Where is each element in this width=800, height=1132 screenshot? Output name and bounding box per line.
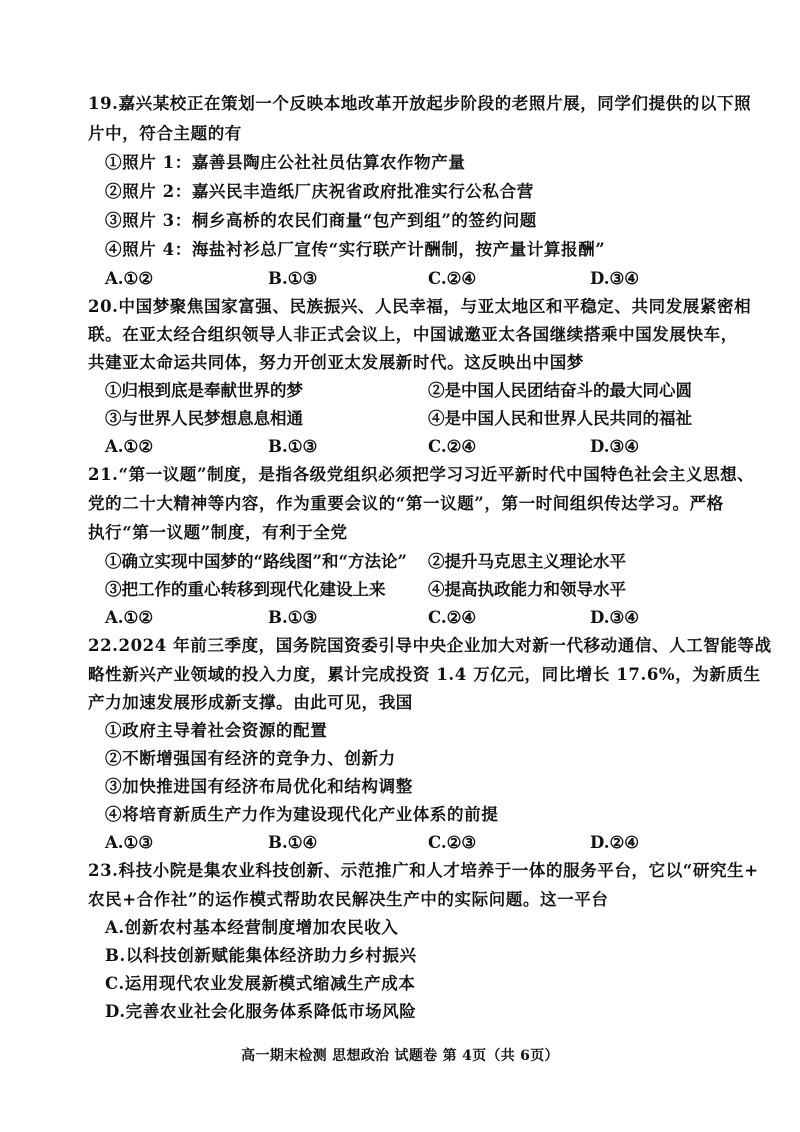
- choice-b[interactable]: B.①③: [268, 608, 318, 627]
- choice-a[interactable]: A.①③: [105, 833, 154, 852]
- statement-item: ①照片 1：嘉善县陶庄公社社员估算农作物产量: [105, 153, 466, 172]
- choice-b[interactable]: B.①④: [268, 833, 318, 852]
- statement-item: ③加快推进国有经济布局优化和结构调整: [105, 777, 413, 796]
- question-stem-line: 联。在亚太经合组织领导人非正式会议上，中国诚邀亚太各国继续搭乘中国发展快车，: [88, 325, 738, 344]
- statement-item: ④提高执政能力和领导水平: [428, 580, 626, 599]
- choice-a[interactable]: A.创新农村基本经营制度增加农民收入: [105, 918, 399, 937]
- choice-a[interactable]: A.①②: [105, 437, 154, 456]
- question-stem-line: 20.中国梦聚焦国家富强、民族振兴、人民幸福，与亚太地区和平稳定、共同发展紧密相: [88, 297, 752, 316]
- statement-item: ③照片 3：桐乡高桥的农民们商量“包产到组”的签约问题: [105, 211, 537, 230]
- statement-item: ②提升马克思主义理论水平: [428, 552, 626, 571]
- choice-b[interactable]: B.①③: [268, 437, 318, 456]
- statement-item: ④是中国人民和世界人民共同的福祉: [428, 409, 692, 428]
- choice-a[interactable]: A.①②: [105, 269, 154, 288]
- statement-item: ④将培育新质生产力作为建设现代化产业体系的前提: [105, 805, 499, 824]
- choice-b[interactable]: B.①③: [268, 269, 318, 288]
- statement-item: ④照片 4：海盐衬衫总厂宣传“实行联产计酬制，按产量计算报酬”: [105, 240, 606, 259]
- choice-c[interactable]: C.②④: [428, 437, 477, 456]
- statement-item: ①政府主导着社会资源的配置: [105, 721, 328, 740]
- statement-item: ②照片 2：嘉兴民丰造纸厂庆祝省政府批准实行公私合营: [105, 182, 534, 201]
- page-footer: 高一期末检测 思想政治 试题卷 第 4页（共 6页）: [241, 1048, 559, 1064]
- question-stem-line: 产力加速发展形成新支撑。由此可见，我国: [88, 693, 413, 712]
- question-stem-line: 党的二十大精神等内容，作为重要会议的“第一议题”，第一时间组织传达学习。严格: [88, 494, 724, 513]
- statement-item: ③与世界人民梦想息息相通: [105, 409, 303, 428]
- choice-c[interactable]: C.②③: [428, 833, 477, 852]
- choice-d[interactable]: D.③④: [590, 437, 640, 456]
- question-stem-line: 21.“第一议题”制度，是指各级党组织必须把学习习近平新时代中国特色社会主义思想、: [88, 465, 755, 484]
- question-stem-line: 22.2024 年前三季度，国务院国资委引导中央企业加大对新一代移动通信、人工智能等战: [88, 636, 772, 655]
- choice-d[interactable]: D.③④: [590, 608, 640, 627]
- question-stem-line: 执行“第一议题”制度，有利于全党: [88, 523, 348, 542]
- statement-item: ①归根到底是奉献世界的梦: [105, 381, 303, 400]
- question-stem-line: 23.科技小院是集农业科技创新、示范推广和人才培养于一体的服务平台，它以“研究生+: [88, 861, 759, 880]
- question-stem-line: 片中，符合主题的有: [88, 124, 242, 143]
- choice-d[interactable]: D.完善农业社会化服务体系降低市场风险: [105, 1002, 417, 1021]
- question-stem-line: 农民+合作社”的运作模式帮助农民解决生产中的实际问题。这一平台: [88, 890, 609, 909]
- choice-b[interactable]: B.以科技创新赋能集体经济助力乡村振兴: [105, 946, 417, 965]
- statement-item: ②是中国人民团结奋斗的最大同心圆: [428, 381, 692, 400]
- choice-c[interactable]: C.②④: [428, 608, 477, 627]
- choice-a[interactable]: A.①②: [105, 608, 154, 627]
- statement-item: ①确立实现中国梦的“路线图”和“方法论”: [105, 552, 407, 571]
- choice-d[interactable]: D.③④: [590, 269, 640, 288]
- question-stem-line: 19.嘉兴某校正在策划一个反映本地改革开放起步阶段的老照片展，同学们提供的以下照: [88, 94, 752, 113]
- statement-item: ②不断增强国有经济的竞争力、创新力: [105, 749, 396, 768]
- question-stem-line: 略性新兴产业领域的投入力度，累计完成投资 1.4 万亿元，同比增长 17.6%，为新质生: [88, 665, 761, 684]
- statement-item: ③把工作的重心转移到现代化建设上来: [105, 580, 386, 599]
- choice-c[interactable]: C.运用现代农业发展新模式缩减生产成本: [105, 974, 416, 993]
- choice-c[interactable]: C.②④: [428, 269, 477, 288]
- question-stem-line: 共建亚太命运共同体，努力开创亚太发展新时代。这反映出中国梦: [88, 353, 584, 372]
- choice-d[interactable]: D.②④: [590, 833, 640, 852]
